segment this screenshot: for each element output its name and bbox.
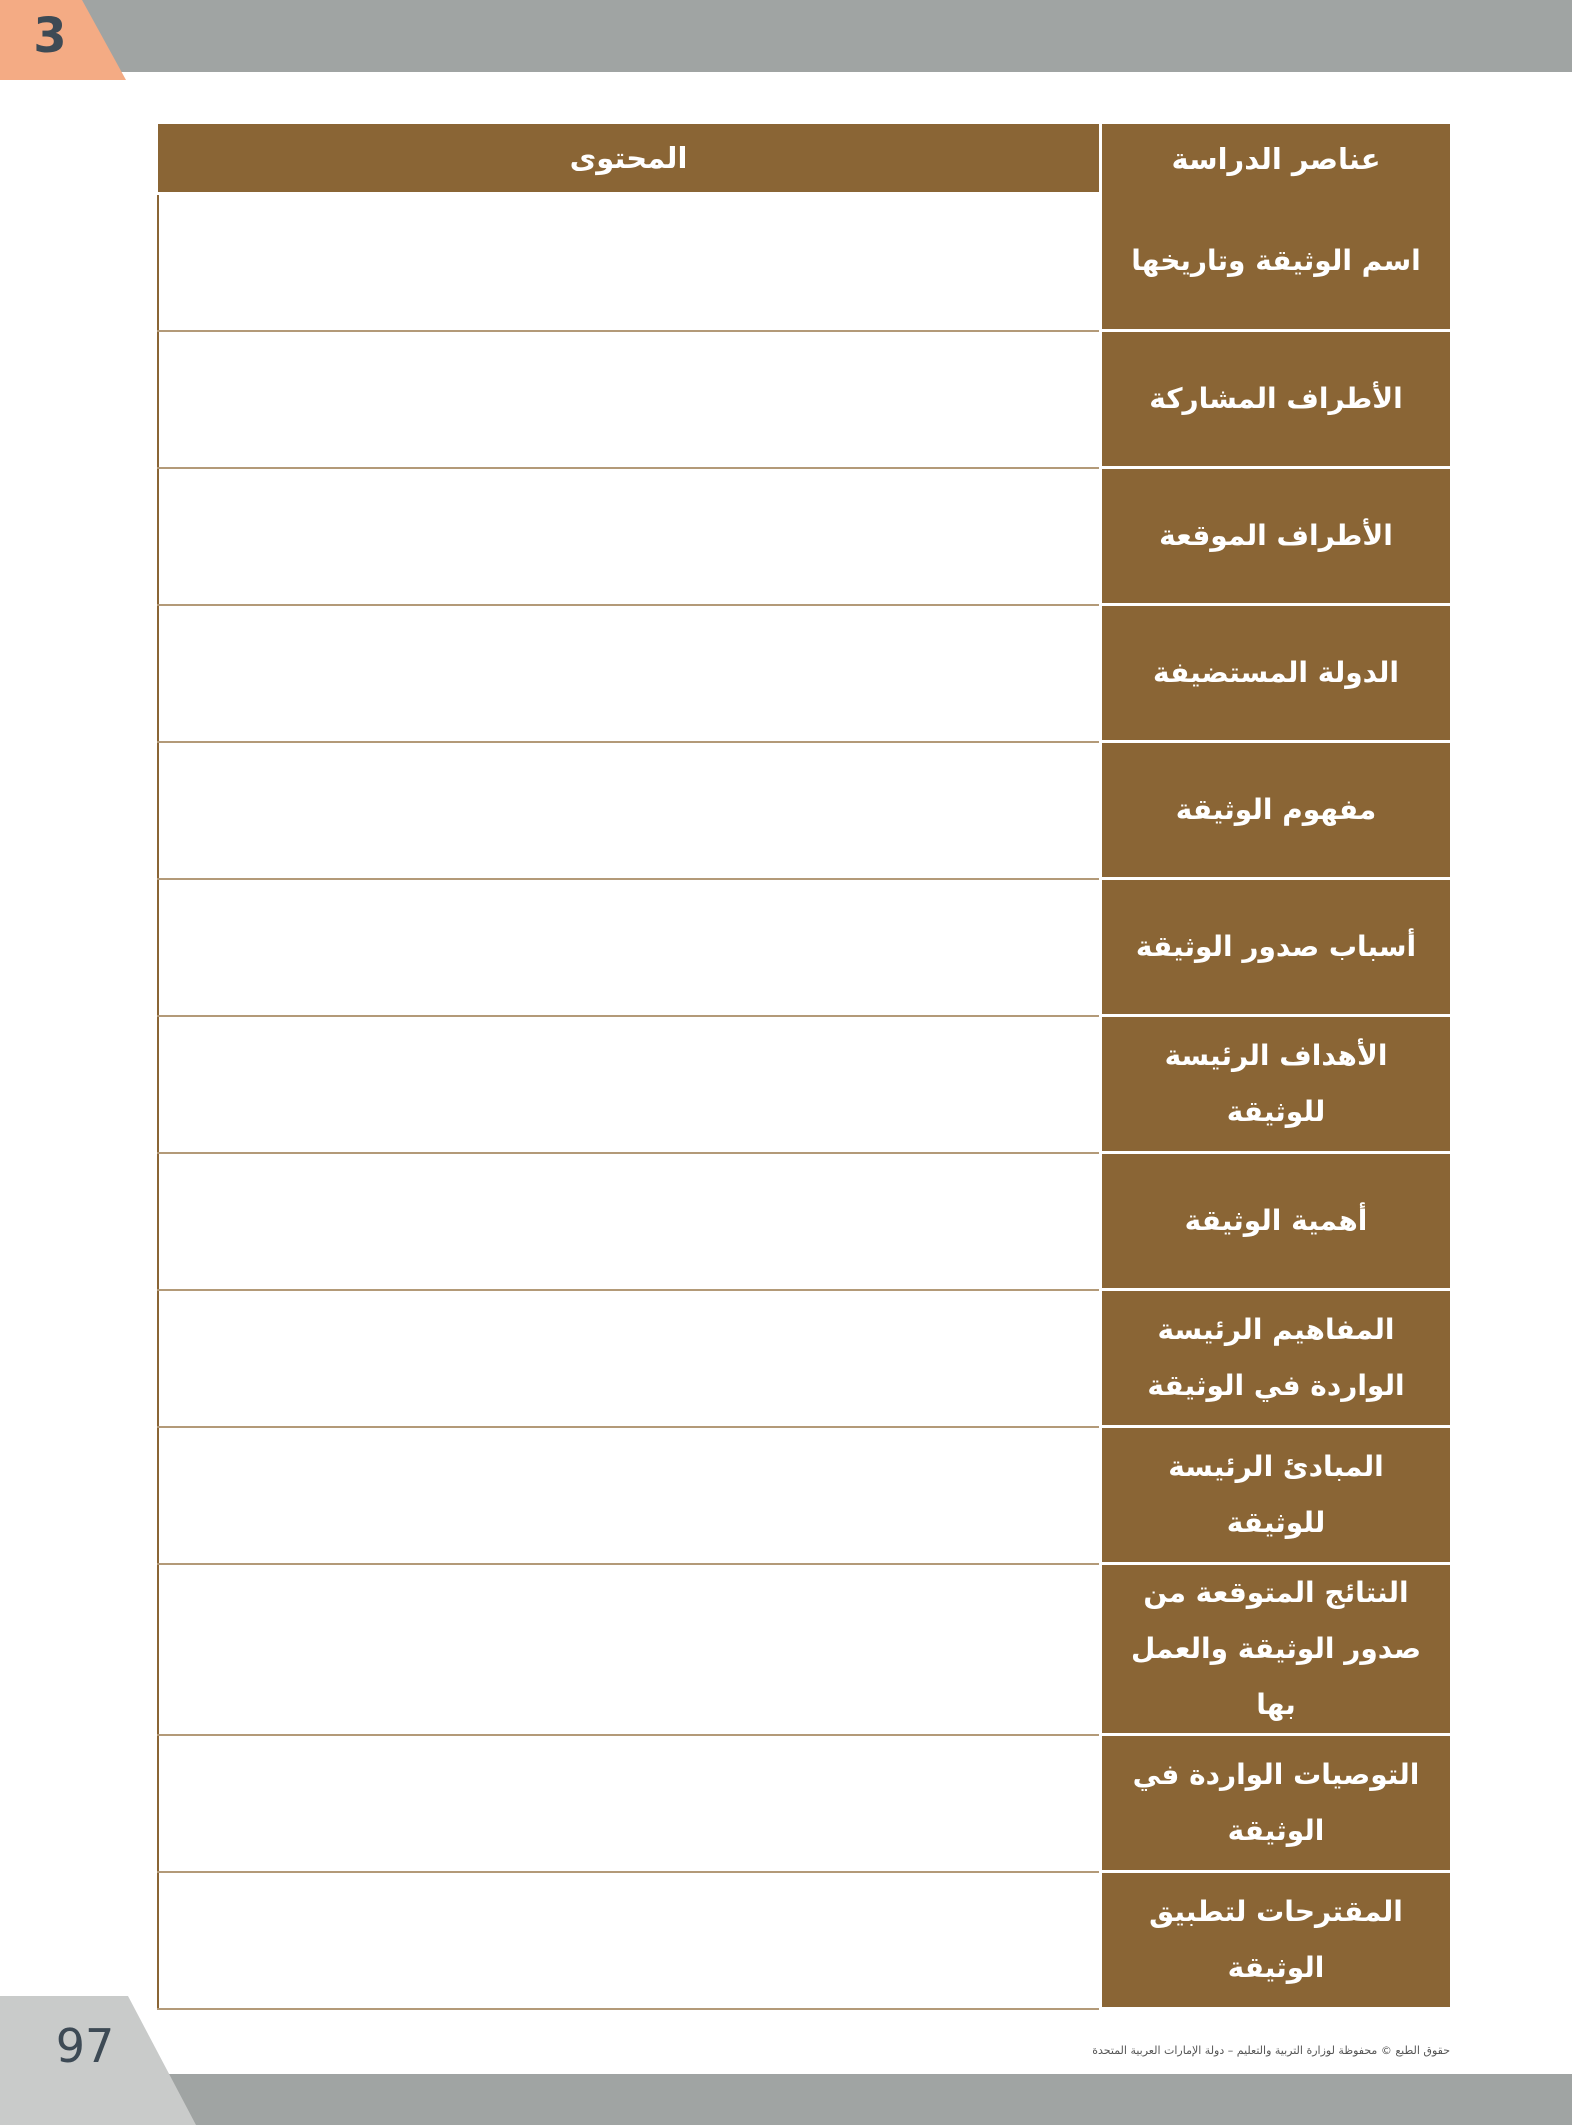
table-row xyxy=(158,742,1450,879)
content-cell[interactable] xyxy=(158,879,1101,1016)
table-row xyxy=(158,1735,1450,1872)
content-cell[interactable] xyxy=(158,331,1101,468)
document-study-table xyxy=(157,124,1450,2010)
table-row xyxy=(158,194,1450,331)
content-cell[interactable] xyxy=(158,194,1101,331)
table-row xyxy=(158,879,1450,1016)
content-cell[interactable] xyxy=(158,1564,1101,1735)
content-cell[interactable] xyxy=(158,1290,1101,1427)
content-cell[interactable] xyxy=(158,468,1101,605)
element-cell: المفاهيم الرئيسة الواردة في الوثيقة xyxy=(1101,1290,1451,1427)
table-row xyxy=(158,1016,1450,1153)
table-row xyxy=(158,1153,1450,1290)
table-row xyxy=(158,1872,1450,2009)
table-row xyxy=(158,1427,1450,1564)
element-cell: المقترحات لتطبيق الوثيقة xyxy=(1101,1872,1451,2009)
content-cell[interactable] xyxy=(158,1153,1101,1290)
element-cell: التوصيات الواردة في الوثيقة xyxy=(1101,1735,1451,1872)
element-cell: الدولة المستضيفة xyxy=(1101,605,1451,742)
element-cell: الأطراف الموقعة xyxy=(1101,468,1451,605)
element-cell: اسم الوثيقة وتاريخها xyxy=(1101,194,1451,331)
bottom-footer-band xyxy=(0,2074,1572,2125)
table-row xyxy=(158,1564,1450,1735)
content-cell[interactable] xyxy=(158,1735,1101,1872)
element-cell: أسباب صدور الوثيقة xyxy=(1101,879,1451,1016)
element-cell: النتائج المتوقعة من صدور الوثيقة والعمل بها xyxy=(1101,1564,1451,1735)
header-study-elements: عناصر الدراسة xyxy=(1101,124,1451,194)
page-number: 97 xyxy=(55,2019,115,2073)
copyright-notice: حقوق الطبع © محفوظة لوزارة التربية والتعليم – دولة الإمارات العربية المتحدة xyxy=(1092,2044,1450,2057)
header-content: المحتوى xyxy=(158,124,1101,194)
top-header-band xyxy=(0,0,1572,72)
element-cell: الأهداف الرئيسة للوثيقة xyxy=(1101,1016,1451,1153)
table-row xyxy=(158,605,1450,742)
chapter-number: 3 xyxy=(33,8,67,64)
content-cell[interactable] xyxy=(158,1016,1101,1153)
content-cell[interactable] xyxy=(158,605,1101,742)
element-cell: أهمية الوثيقة xyxy=(1101,1153,1451,1290)
content-cell[interactable] xyxy=(158,1872,1101,2009)
table-header-row xyxy=(158,124,1450,194)
element-cell: المبادئ الرئيسة للوثيقة xyxy=(1101,1427,1451,1564)
table-row xyxy=(158,331,1450,468)
content-cell[interactable] xyxy=(158,742,1101,879)
element-cell: الأطراف المشاركة xyxy=(1101,331,1451,468)
content-cell[interactable] xyxy=(158,1427,1101,1564)
element-cell: مفهوم الوثيقة xyxy=(1101,742,1451,879)
table-row xyxy=(158,1290,1450,1427)
table-row xyxy=(158,468,1450,605)
